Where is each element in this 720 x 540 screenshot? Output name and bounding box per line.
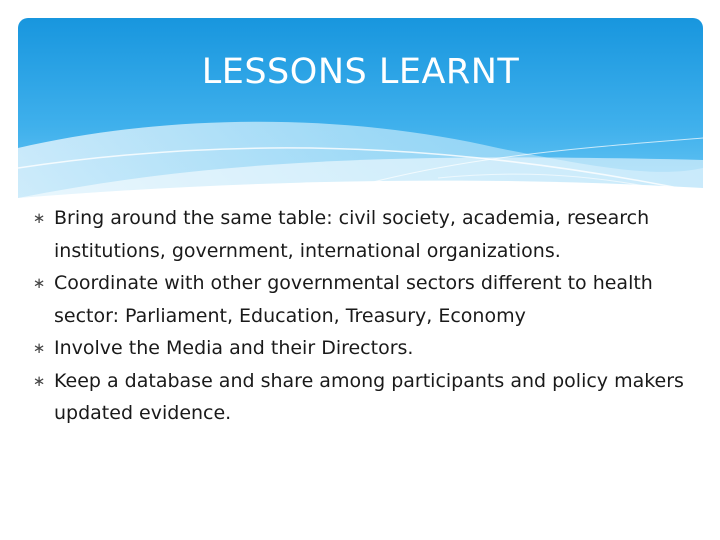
header-band <box>18 18 703 198</box>
bullet-item <box>30 202 695 267</box>
bullet-text: Involve the Media and their Directors. <box>54 337 414 359</box>
bullet-text: Bring around the same table: civil society, academia, research institutions, government, international organizations. <box>54 207 650 262</box>
asterisk-bullet-icon: ∗ <box>32 371 46 390</box>
bullet-text: Keep a database and share among participants and policy makers updated evidence. <box>54 369 684 424</box>
asterisk-bullet-icon: ∗ <box>32 274 46 292</box>
bullet-item <box>30 332 695 365</box>
bullet-list <box>30 202 695 430</box>
asterisk-bullet-icon: ∗ <box>32 209 46 227</box>
asterisk-bullet-icon: ∗ <box>32 339 46 357</box>
slide-title: LESSONS LEARNT <box>201 52 520 92</box>
bullet-item <box>30 365 695 430</box>
header-wave-graphic <box>18 18 703 198</box>
bullet-item <box>30 267 695 332</box>
bullet-text: Coordinate with other governmental sectors different to health sector: Parliament, Education, Treasury, Economy <box>54 272 653 327</box>
